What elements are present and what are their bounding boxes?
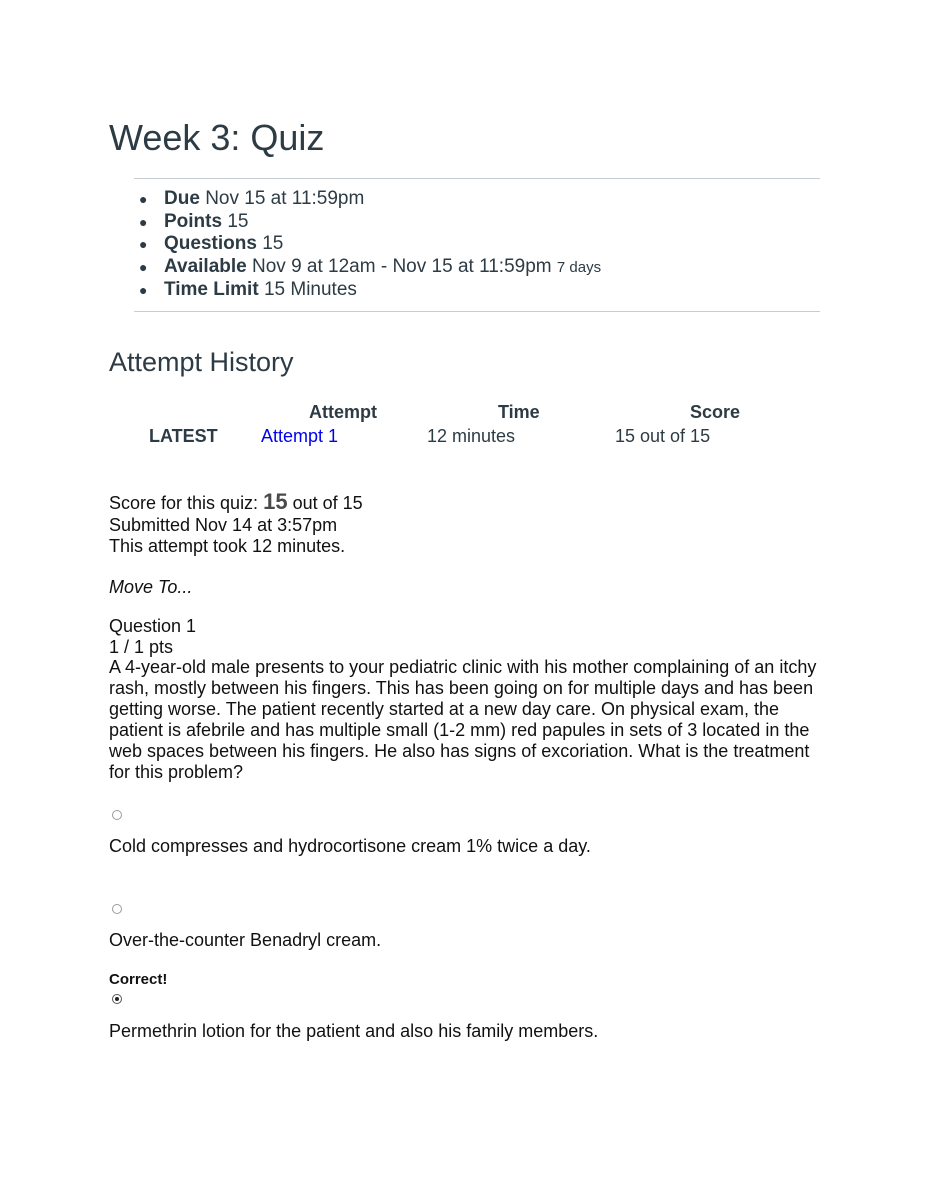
detail-available — [134, 256, 601, 280]
question-points: 1 / 1 pts — [109, 637, 174, 657]
detail-points — [134, 211, 601, 234]
score-value: 15 — [263, 489, 288, 514]
answer-1-text: Cold compresses and hydrocortisone cream 1% twice a day. — [109, 836, 591, 856]
latest-tag: LATEST — [149, 426, 218, 446]
bullet-icon: ● — [139, 191, 148, 207]
detail-value: 15 — [262, 233, 284, 255]
bullet-icon: ● — [139, 213, 148, 230]
submitted-line: Submitted Nov 14 at 3:57pm — [109, 514, 338, 535]
detail-label: Due — [164, 188, 200, 209]
detail-questions — [134, 233, 601, 256]
question-header — [109, 616, 196, 658]
quiz-summary — [109, 491, 363, 558]
detail-value: Nov 15 at 11:59pm — [205, 188, 365, 209]
detail-time-limit — [134, 279, 601, 302]
bullet-icon: ● — [139, 236, 148, 253]
bullet-icon: ● — [139, 282, 148, 299]
column-header-attempt: Attempt — [309, 402, 377, 422]
attempt-score: 15 out of 15 — [615, 426, 711, 446]
answer-3-radio[interactable] — [112, 994, 122, 1004]
detail-label: Questions — [164, 233, 257, 255]
page-title: Week 3: Quiz — [109, 117, 325, 158]
score-line — [109, 491, 363, 515]
answer-2-text: Over-the-counter Benadryl cream. — [109, 930, 382, 950]
detail-label: Points — [164, 210, 223, 232]
move-to-link[interactable]: Move To... — [109, 577, 193, 597]
answer-3-text: Permethrin lotion for the patient and also his family members. — [109, 1021, 599, 1041]
attempt-history-title: Attempt History — [109, 347, 294, 377]
attempt-1-link[interactable]: Attempt 1 — [261, 426, 339, 446]
detail-label: Time Limit — [164, 279, 259, 301]
bullet-icon: ● — [139, 258, 148, 275]
duration-line: This attempt took 12 minutes. — [109, 536, 346, 556]
detail-extra: 7 days — [556, 258, 602, 276]
score-prefix: Score for this quiz: — [109, 493, 264, 513]
score-suffix: out of 15 — [287, 493, 363, 513]
top-divider — [134, 178, 820, 179]
answer-1-radio[interactable] — [112, 810, 122, 820]
bottom-divider — [134, 311, 820, 312]
question-text: A 4-year-old male presents to your pediatric clinic with his mother complaining of an itchy rash, mostly between his fingers. This has been going on for multiple days and has been getting worse. The patient recently started at a new day care. On physical exam, the patient is afebrile and has multiple small (1-2 mm) red papules in sets of 3 located in the web spaces between his fingers. He also has signs of excoriation. What is the treatment for this problem? — [109, 657, 817, 782]
detail-value: 15 Minutes — [263, 279, 357, 301]
column-header-score: Score — [690, 402, 741, 422]
question-title: Question 1 — [109, 616, 197, 636]
attempt-time: 12 minutes — [427, 426, 516, 446]
quiz-details-list — [134, 188, 601, 302]
answer-2-radio[interactable] — [112, 904, 122, 914]
correct-answer-label: Correct! — [109, 971, 168, 988]
detail-value: Nov 9 at 12am - Nov 15 at 11:59pm — [252, 255, 552, 277]
detail-due — [134, 188, 601, 211]
column-header-time: Time — [498, 402, 540, 422]
detail-value: 15 — [227, 210, 249, 232]
detail-label: Available — [164, 255, 247, 277]
